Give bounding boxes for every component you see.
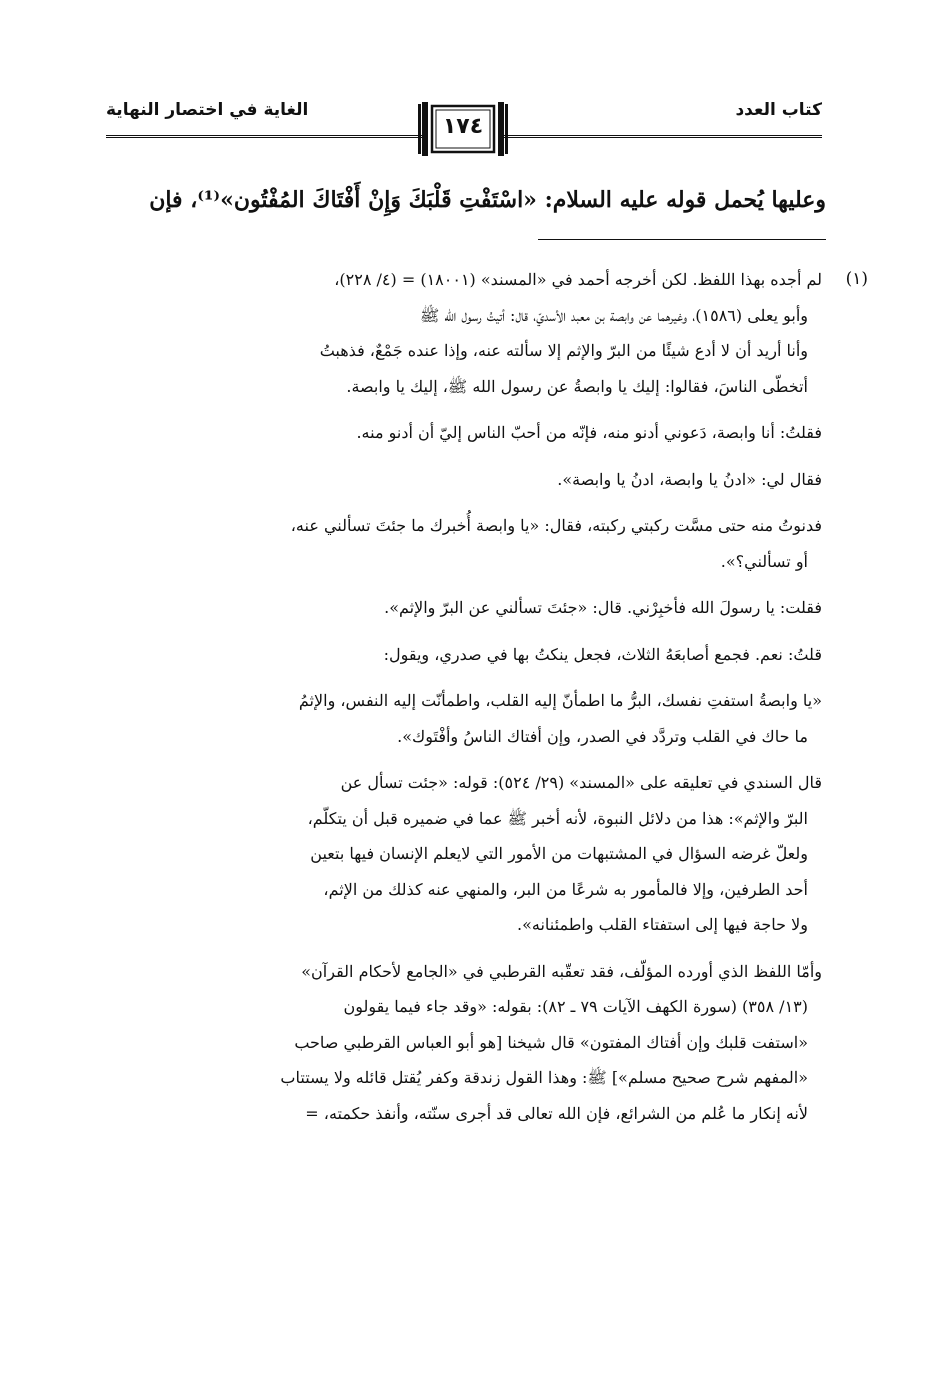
footnote-separator [538, 239, 826, 240]
footnote-line: فقال لي: «ادنُ يا وابصة، ادنُ يا وابصة». [557, 469, 822, 489]
running-header [106, 92, 822, 162]
footnote-line: البرّ والإثم»: هذا من دلائل النبوة، لأنه أخبر ﷺ عما في ضميره قبل أن يتكلّم، [307, 808, 808, 828]
footnote-line: وأبو يعلى (١٥٨٦)، وغيرهما عن وابصة بن معبد الأسديّ، قال: أتيتُ رسول الله ﷺ [419, 305, 808, 325]
footnote-line: لم أجده بهذا اللفظ. لكن أخرجه أحمد في «المسند» (١٨٠٠١) = (٤/ ٢٢٨)، [334, 270, 822, 289]
footnote-line: ولا حاجة فيها إلى استفتاء القلب واطمئنانه». [517, 915, 808, 934]
footnote-line: أتخطّى الناسَ، فقالوا: إليك يا وابصةُ عن رسول الله ﷺ، إليك يا وابصة. [346, 376, 808, 396]
footnote [110, 262, 868, 1131]
footnote-line: فقلتُ: أنا وابصة، دَعوني أدنو منه، فإنّه من أحبّ الناس إليّ أن أدنو منه. [356, 423, 822, 442]
chapter-title: كتاب العدد [735, 100, 822, 120]
footnote-line: أو تسألني؟». [720, 551, 808, 571]
footnote-line: «استفت قلبك وإن أفتاك المفتون» قال شيخنا [هو أبو العباس القرطبي صاحب [294, 1032, 808, 1052]
footnote-line: أحد الطرفين، وإلا فالمأمور به شرعًا من البر، والمنهي عنه كذلك من الإثم، [323, 879, 808, 899]
header-rule-left [106, 135, 426, 138]
footnote-line: فقلت: يا رسولَ الله فأخبِرْني. قال: «جئتَ تسألني عن البرّ والإثم». [384, 598, 822, 617]
footnote-line: ما حاك في القلب وتردَّد في الصدر، وإن أفتاك الناسُ وأفْتَوك». [397, 726, 808, 746]
book-title: الغاية في اختصار النهاية [106, 100, 309, 120]
footnote-line: «يا وابصةُ استفتِ نفسك، البرُّ ما اطمأنّ إليه القلب، واطمأنّت إليه النفس، والإثمُ [298, 691, 822, 710]
footnote-line: ولعلّ غرضه السؤال في المشتبهات من الأمور التي لايعلم الإنسان فيها بتعين [310, 844, 808, 863]
footnote-line: فدنوتُ منه حتى مسَّت ركبتي ركبته، فقال: «يا وابصة أُخبرك ما جئتَ تسألني عنه، [290, 516, 822, 535]
footnote-line: (١٣/ ٣٥٨) (سورة الكهف الآيات ٧٩ ـ ٨٢): بقوله: «وقد جاء فيما يقولون [343, 997, 808, 1016]
footnote-marker: (١) [845, 269, 868, 289]
main-text [100, 176, 826, 224]
footnote-line: وأنا أريد أن لا أدع شيئًا من البرّ والإثم إلا سألته عنه، وإذا عنده جَمْعٌ، فذهبتُ [319, 341, 808, 360]
footnote-line: لأنه إنكار ما عُلم من الشرائع، فإن الله تعالى قد أجرى سنّته، وأنفذ حكمته، = [305, 1103, 808, 1123]
footnote-line: قال السندي في تعليقه على «المسند» (٢٩/ ٥٢٤): قوله: «جئت تسأل عن [340, 773, 822, 792]
page-number: ١٧٤ [442, 114, 484, 139]
footnote-line: وأمّا اللفظ الذي أورده المؤلّف، فقد تعقّبه القرطبي في «الجامع لأحكام القرآن» [301, 961, 822, 981]
main-text-line: وعليها يُحمل قوله عليه السلام: «اسْتَفْتِ قَلْبَكَ وَإِنْ أَفْتَاكَ المُفْتُون»⁽¹⁾، فإن [149, 187, 826, 213]
footnote-line: «المفهم شرح صحيح مسلم»] ﷺ: وهذا القول زندقة وكفر يُقتل قائله ولا يستتاب [280, 1068, 808, 1087]
footnote-line: قلتُ: نعم. فجمع أصابعَهُ الثلاث، فجعل ينكتُ بها في صدري، ويقول: [383, 644, 822, 664]
header-rule-right [502, 135, 822, 138]
page-number-frame [418, 102, 508, 156]
